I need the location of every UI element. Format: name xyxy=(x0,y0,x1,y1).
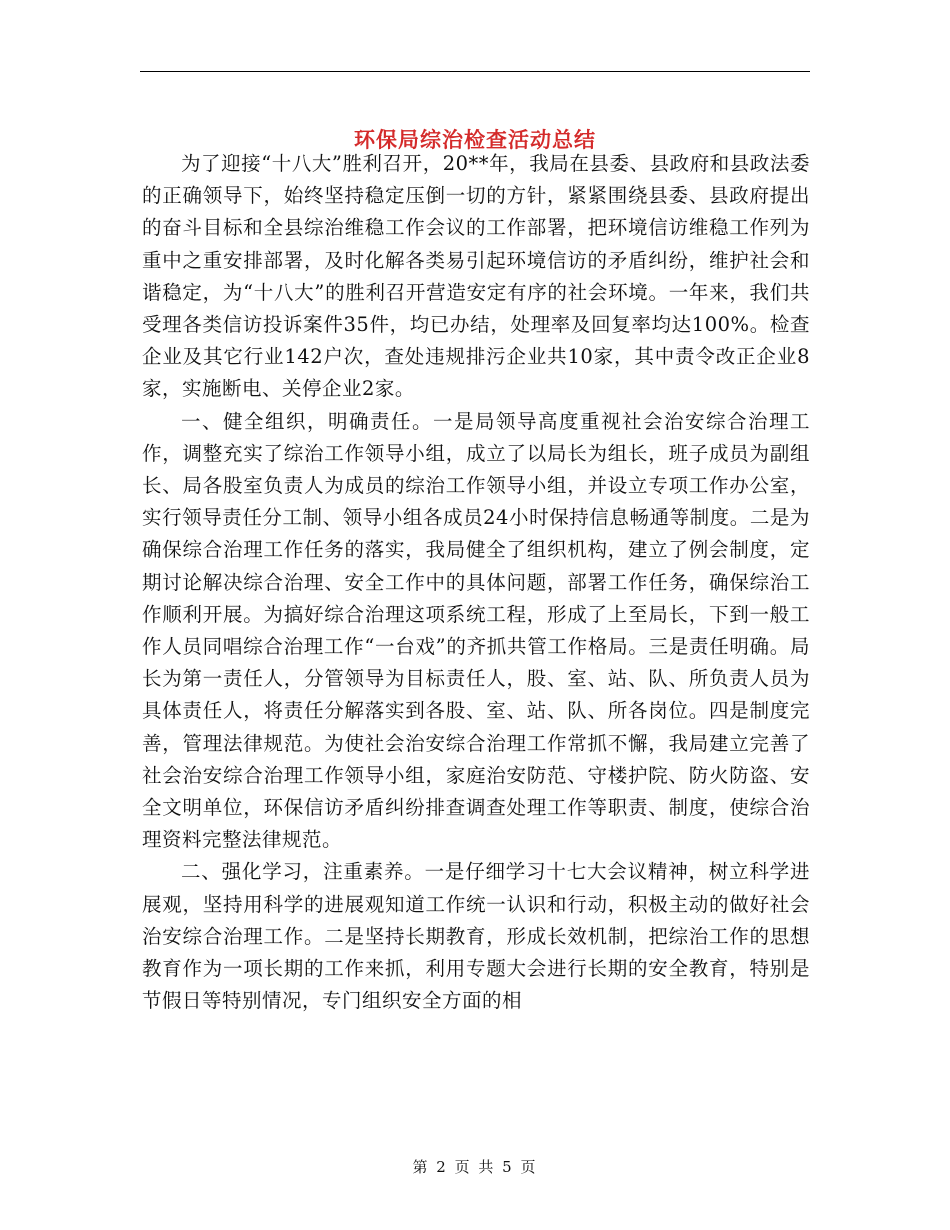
paragraph-intro: 为了迎接“十八大”胜利召开，20**年，我局在县委、县政府和县政法委的正确领导下，始终坚持稳定压倒一切的方针，紧紧围绕县委、县政府提出的奋斗目标和全县综治维稳工作会议的工作部署，把环境信访维稳工作列为重中之重安排部署，及时化解各类易引起环境信访的矛盾纠纷，维护社会和谐稳定，为“十八大”的胜利召开营造安定有序的社会环境。一年来，我们共受理各类信访投诉案件35件，均已办结，处理率及回复率均达100%。检查企业及其它行业142户次，查处违规排污企业共10家，其中责令改正企业8家，实施断电、关停企业2家。 xyxy=(142,152,810,401)
document-title: 环保局综治检查活动总结 xyxy=(354,127,596,153)
page-number: 第 2 页 共 5 页 xyxy=(412,1158,538,1176)
header-rule xyxy=(140,71,810,72)
document-body xyxy=(142,148,810,1017)
paragraph-section-2: 二、强化学习，注重素养。一是仔细学习十七大会议精神，树立科学进展观，坚持用科学的进展观知道工作统一认识和行动，积极主动的做好社会治安综合治理工作。二是坚持长期教育，形成长效机制，把综治工作的思想教育作为一项长期的工作来抓，利用专题大会进行长期的安全教育，特别是节假日等特别情况，专门组织安全方面的相 xyxy=(142,860,810,1013)
paragraph-section-1: 一、健全组织，明确责任。一是局领导高度重视社会治安综合治理工作，调整充实了综治工作领导小组，成立了以局长为组长，班子成员为副组长、局各股室负责人为成员的综治工作领导小组，并设立专项工作办公室，实行领导责任分工制、领导小组各成员24小时保持信息畅通等制度。二是为确保综合治理工作任务的落实，我局健全了组织机构，建立了例会制度，定期讨论解决综合治理、安全工作中的具体问题，部署工作任务，确保综治工作顺利开展。为搞好综合治理这项系统工程，形成了上至局长，下到一般工作人员同唱综合治理工作“一台戏”的齐抓共管工作格局。三是责任明确。局长为第一责任人，分管领导为目标责任人，股、室、站、队、所负责人员为具体责任人，将责任分解落实到各股、室、站、队、所各岗位。四是制度完善，管理法律规范。为使社会治安综合治理工作常抓不懈，我局建立完善了社会治安综合治理工作领导小组，家庭治安防范、守楼护院、防火防盗、安全文明单位，环保信访矛盾纠纷排查调查处理工作等职责、制度，使综合治理资料完整法律规范。 xyxy=(142,409,810,852)
